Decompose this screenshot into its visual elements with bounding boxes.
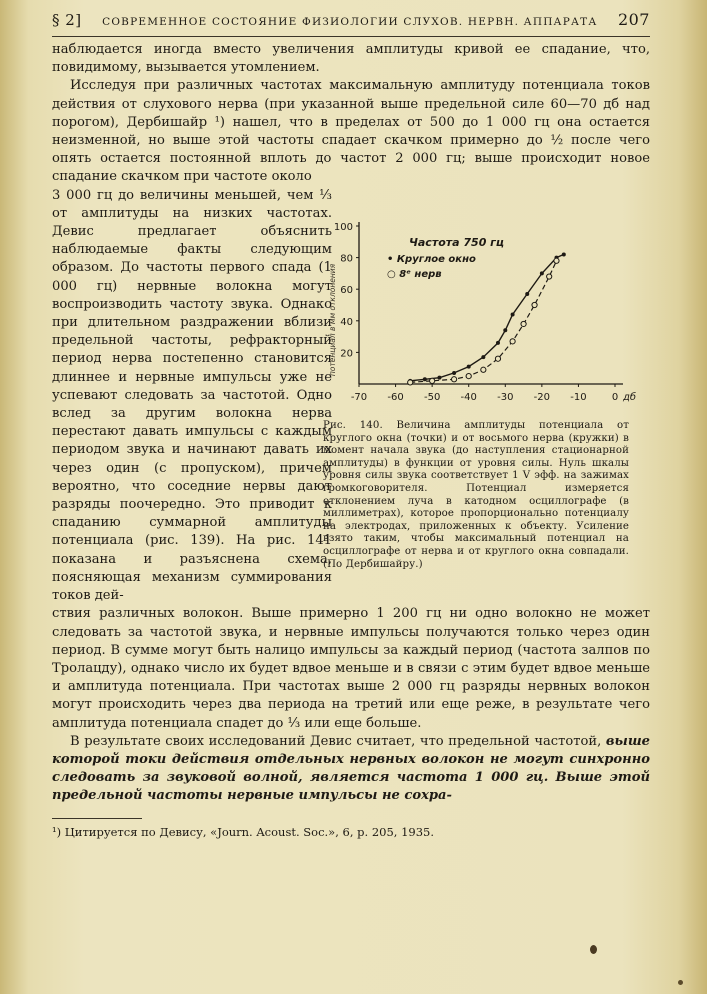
round-window-point [467, 365, 471, 369]
eighth-nerve-point [510, 339, 515, 344]
y-axis-label: потенциал в мм отклонения [328, 263, 337, 377]
x-tick-label: -70 [350, 392, 368, 403]
x-tick-label: -50 [423, 392, 441, 403]
footnote: ¹) Цитируется по Девису, «Journ. Acoust. Soc.», 6, p. 205, 1935. [52, 824, 435, 839]
page-header [52, 10, 650, 37]
running-title: СОВРЕМЕННОЕ СОСТОЯНИЕ ФИЗИОЛОГИИ СЛУХОВ. НЕРВН. АППАРАТА [102, 16, 598, 28]
eighth-nerve-point [521, 321, 526, 326]
round-window-point [503, 328, 507, 332]
paragraph-3 [52, 733, 650, 806]
y-tick-label: 40 [340, 316, 353, 328]
paper-stain [678, 980, 683, 985]
round-window-point [437, 376, 441, 380]
eighth-nerve-point [408, 380, 413, 385]
x-axis-unit: дб [623, 392, 637, 403]
y-tick-label: 20 [340, 348, 353, 360]
footnote-divider [52, 818, 142, 819]
section-number: § 2] [52, 11, 82, 29]
y-ticks [334, 222, 359, 359]
paragraph-2-bottom: ствия различных волокон. Выше примерно 1 200 гц ни одно волокно не может следовать за частотой звука, и нервные импульсы получаются только через один период. В сумме могут быть налицо импульсы за каждый период (частота залпов по Тролацду), однако число их будет вдвое меньше и в связи с этим будет вдвое меньше и амплитуда потенциала. При частотах выше 2 000 гц разряды нервных волокон могут происходить через два периода на третий или еще реже, в результате чего амплитуда потенциала спадет до ⅓ или еще больше. [52, 606, 650, 731]
legend-title: Частота 750 гц [409, 236, 505, 249]
eighth-nerve-point [451, 377, 456, 382]
round-window-point [452, 371, 456, 375]
paragraph-1: наблюдается иногда вместо увеличения амплитуды кривой ее спадание, что, повидимому, вызывается утомлением. [52, 42, 650, 76]
eighth-nerve-point [532, 302, 537, 307]
paragraph-3-emphasis: выше которой токи действия отдельных нервных волокон не могут синхронно следовать за звуковой волной, является частота 1 000 гц. Выше этой предельной частоты нервные импульсы не сохра- [52, 733, 650, 804]
eighth-nerve-point [547, 274, 552, 279]
round-window-point [562, 252, 566, 256]
paragraph-3-text: В результате своих исследований Девис считает, что предельной частотой, [70, 733, 606, 749]
page-number: 207 [617, 10, 650, 29]
legend-round-window: • Круглое окно [387, 254, 476, 265]
legend-eighth-nerve: ○ 8ᵉ нерв [387, 269, 442, 280]
paper-stain [590, 945, 597, 954]
paragraph-2-top: Исследуя при различных частотах максимальную амплитуду потенциала токов действия от слухового нерва (при указанной выше предельной силе 60—70 дб над порогом), Дербишайр ¹) нашел, что в пределах от 500 до 1 000 гц она остается неизменной, но выше этой частоты спадает скачком примерно до ½ после чего опять остается постоянной вплоть до частот 2 000 гц; выше происходит новое спадание скачком при частоте около [52, 78, 650, 185]
x-tick-label: -40 [460, 392, 477, 403]
eighth-nerve-point [554, 258, 559, 263]
round-window-point [481, 355, 485, 359]
round-window-point [540, 271, 544, 275]
round-window-point [496, 341, 500, 345]
x-tick-label: -60 [387, 392, 404, 403]
y-tick-label: 80 [340, 253, 353, 265]
amplitude-chart [323, 210, 637, 410]
x-tick-label: -10 [570, 392, 587, 403]
eighth-nerve-point [495, 356, 500, 361]
figure-140 [323, 210, 637, 571]
y-tick-label: 60 [340, 285, 353, 297]
round-window-point [525, 292, 529, 296]
eighth-nerve-point [466, 374, 471, 379]
x-tick-label: -30 [497, 392, 514, 403]
eighth-nerve-point [481, 367, 486, 372]
paragraph-2-column: 3 000 гц до величины меньшей, чем ⅓ от амплитуды на низких частотах. Девис предлагает объяснить наблюдаемые факты следующим образом. До частоты первого спада (1 000 гц) нервные волокна могут воспроизводить частоту звука. Однако при длительном раздражении вблизи предельной частоты, рефракторный период нерва постепенно становится длиннее и нервные импульсы уже не успевают следовать за частотой. Одно вслед за другим волокна нерва перестают давать импульсы с каждым периодом звука и начинают давать их через один (с пропуском), причем вероятно, что соседние нервы дают разряды поочередно. Это приводит к спаданию суммарной амплитуды потенциала (рис. 139). На рис. 141 показана и разъяснена схема, поясняющая механизм суммирования токов дей- [52, 187, 332, 604]
round-window-point [511, 312, 515, 316]
x-ticks [351, 384, 618, 403]
y-tick-label: 100 [333, 222, 353, 233]
x-tick-label: -20 [533, 392, 551, 403]
eighth-nerve-point [430, 378, 435, 383]
x-tick-label: 0 [611, 392, 619, 403]
figure-caption: Рис. 140. Величина амплитуды потенциала от круглого окна (точки) и от восьмого нерва (кружки) в момент начала звука (до наступления стационарной амплитуды) в функции от уровня силы. Нуль шкалы уровня силы звука соответствует 1 V эфф. на зажимах громкоговорителя. Потенциал измеряется отклонением луча в катодном осциллографе (в миллиметрах), которое пропорционально потенциалу на электродах, приложенных к объекту. Усиление взято таким, чтобы максимальный потенциал на осциллографе от нерва и от круглого окна совпадали. (По Дербишайру.) [323, 420, 629, 570]
